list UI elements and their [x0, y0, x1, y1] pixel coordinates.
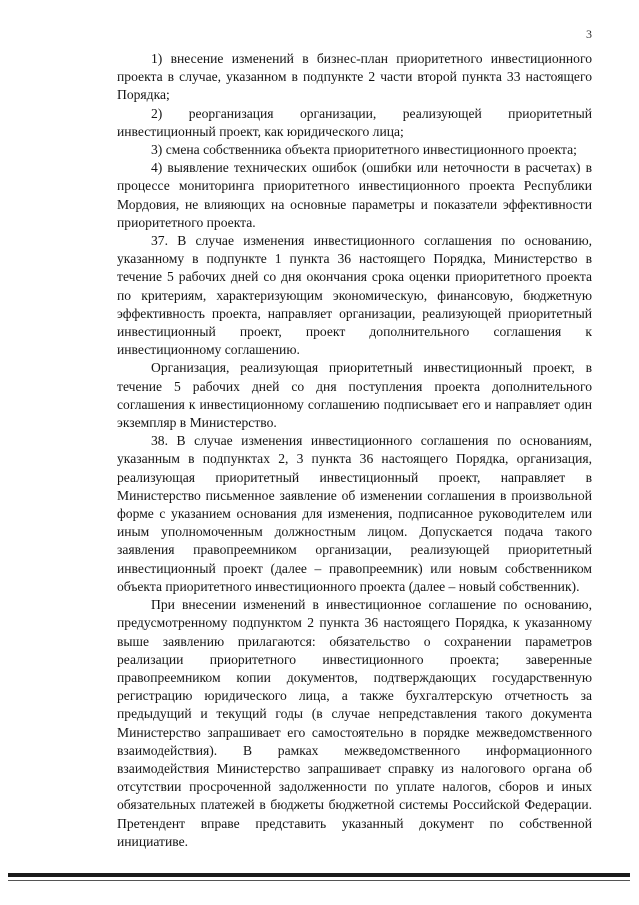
paragraph-item-4: 4) выявление технических ошибок (ошибки или неточности в расчетах) в процессе мониторинга приоритетного инвестиционного проекта Республики Мордовия, не влияющих на основные параметры и показатели эффективности приоритетного проекта. [117, 160, 592, 230]
scan-edge-line [8, 873, 630, 877]
paragraph-item-3: 3) смена собственника объекта приоритетного инвестиционного проекта; [151, 142, 577, 158]
paragraph-attachments: При внесении изменений в инвестиционное соглашение по основанию, предусмотренному подпунктом 2 пункта 36 настоящего Порядка, к указанному выше заявлению прилагаются: обязательство о сохранении параметров реализации приоритетного инвестиционного проекта; заверенные правопреемником копии документов, подтверждающих государственную регистрацию юридического лица, а также бухгалтерскую отчетность за предыдущий и текущий годы (в случае непредставления такого документа Министерство запрашивает его самостоятельно в порядке межведомственного взаимодействия). В рамках межведомственного информационного взаимодействия Министерство запрашивает справку из налогового органа об отсутствии просроченной задолженности по уплате налогов, сборов и иных обязательных платежей в бюджеты бюджетной системы Российской Федерации. Претендент вправе представить указанный документ по собственной инициативе. [117, 597, 592, 849]
paragraph-organization-signing: Организация, реализующая приоритетный инвестиционный проект, в течение 5 рабочих дней со дня поступления проекта дополнительного соглашения к инвестиционному соглашению подписывает его и направляет один экземпляр в Министерство. [117, 360, 592, 431]
paragraph-clause-37: 37. В случае изменения инвестиционного соглашения по основанию, указанному в подпункте 1 пункта 36 настоящего Порядка, Министерство в течение 5 рабочих дней со дня окончания срока оценки приоритетного проекта по критериям, характеризующим экономическую, финансовую, бюджетную эффективность проекта, направляет организации, реализующей приоритетный инвестиционный проект, проект дополнительного соглашения к инвестиционному соглашению. [117, 233, 592, 358]
scan-edge-line-secondary [8, 880, 630, 881]
paragraph-item-1: 1) внесение изменений в бизнес-план приоритетного инвестиционного проекта в случае, указанном в подпункте 2 части второй пункта 33 настоящего Порядка; [117, 51, 592, 103]
document-body [117, 50, 592, 851]
page-number: 3 [586, 27, 592, 41]
paragraph-clause-38: 38. В случае изменения инвестиционного соглашения по основаниям, указанным в подпунктах 2, 3 пункта 36 настоящего Порядка, организация, реализующая приоритетный инвестиционный проект, направляет в Министерство письменное заявление об изменении соглашения в произвольной форме с указанием основания для изменения, подписанное руководителем или иным уполномоченным должностным лицом. Допускается подача такого заявления правопреемником организации, реализующей приоритетный инвестиционный проект (далее – правопреемник) или новым собственником объекта приоритетного инвестиционного проекта (далее – новый собственник). [117, 433, 592, 594]
paragraph-item-2: 2) реорганизация организации, реализующей приоритетный инвестиционный проект, как юридического лица; [117, 105, 592, 139]
